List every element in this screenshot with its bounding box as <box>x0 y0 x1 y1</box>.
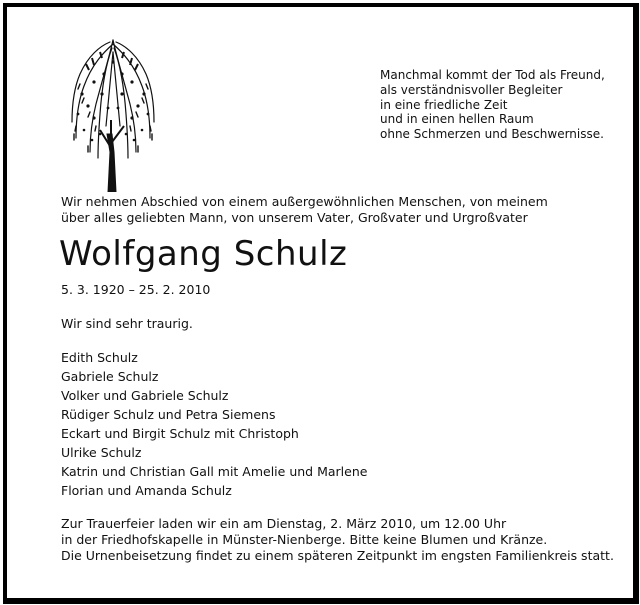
mourner-entry: Ulrike Schulz <box>61 445 142 460</box>
mourner-entry: Gabriele Schulz <box>61 369 159 384</box>
grief-statement: Wir sind sehr traurig. <box>61 316 193 331</box>
intro-line: Wir nehmen Abschied von einem außergewöhnlichen Menschen, von meinem <box>61 194 548 209</box>
mourner-entry: Volker und Gabriele Schulz <box>61 388 229 403</box>
mourner-entry: Eckart und Birgit Schulz mit Christoph <box>61 426 299 441</box>
life-dates: 5. 3. 1920 – 25. 2. 2010 <box>61 282 211 297</box>
poem-line: Manchmal kommt der Tod als Freund, <box>380 68 605 82</box>
poem-line: und in einen hellen Raum <box>380 112 534 127</box>
ceremony-line: in der Friedhofskapelle in Münster-Nienberge. Bitte keine Blumen und Kränze. <box>61 532 548 547</box>
mourner-entry: Edith Schulz <box>61 350 138 365</box>
ceremony-line: Zur Trauerfeier laden wir ein am Dienstag, 2. März 2010, um 12.00 Uhr <box>61 516 507 531</box>
ceremony-info <box>61 516 614 564</box>
deceased-name: Wolfgang Schulz <box>59 234 348 274</box>
intro-text <box>61 194 601 226</box>
poem-line: ohne Schmerzen und Beschwernisse. <box>380 127 604 142</box>
poem-line: in eine friedliche Zeit <box>380 97 508 112</box>
mourner-entry: Rüdiger Schulz und Petra Siemens <box>61 407 276 422</box>
weeping-willow-icon <box>64 34 162 192</box>
intro-line: über alles geliebten Mann, von unserem Vater, Großvater und Urgroßvater <box>61 210 528 225</box>
mourner-entry: Florian und Amanda Schulz <box>61 483 232 498</box>
ceremony-line: Die Urnenbeisetzung findet zu einem späteren Zeitpunkt im engsten Familienkreis statt. <box>61 548 614 563</box>
mourner-entry: Katrin und Christian Gall mit Amelie und Marlene <box>61 464 368 479</box>
poem-block <box>380 68 605 142</box>
mourners-list <box>61 348 367 500</box>
poem-line: als verständnisvoller Begleiter <box>380 82 563 97</box>
